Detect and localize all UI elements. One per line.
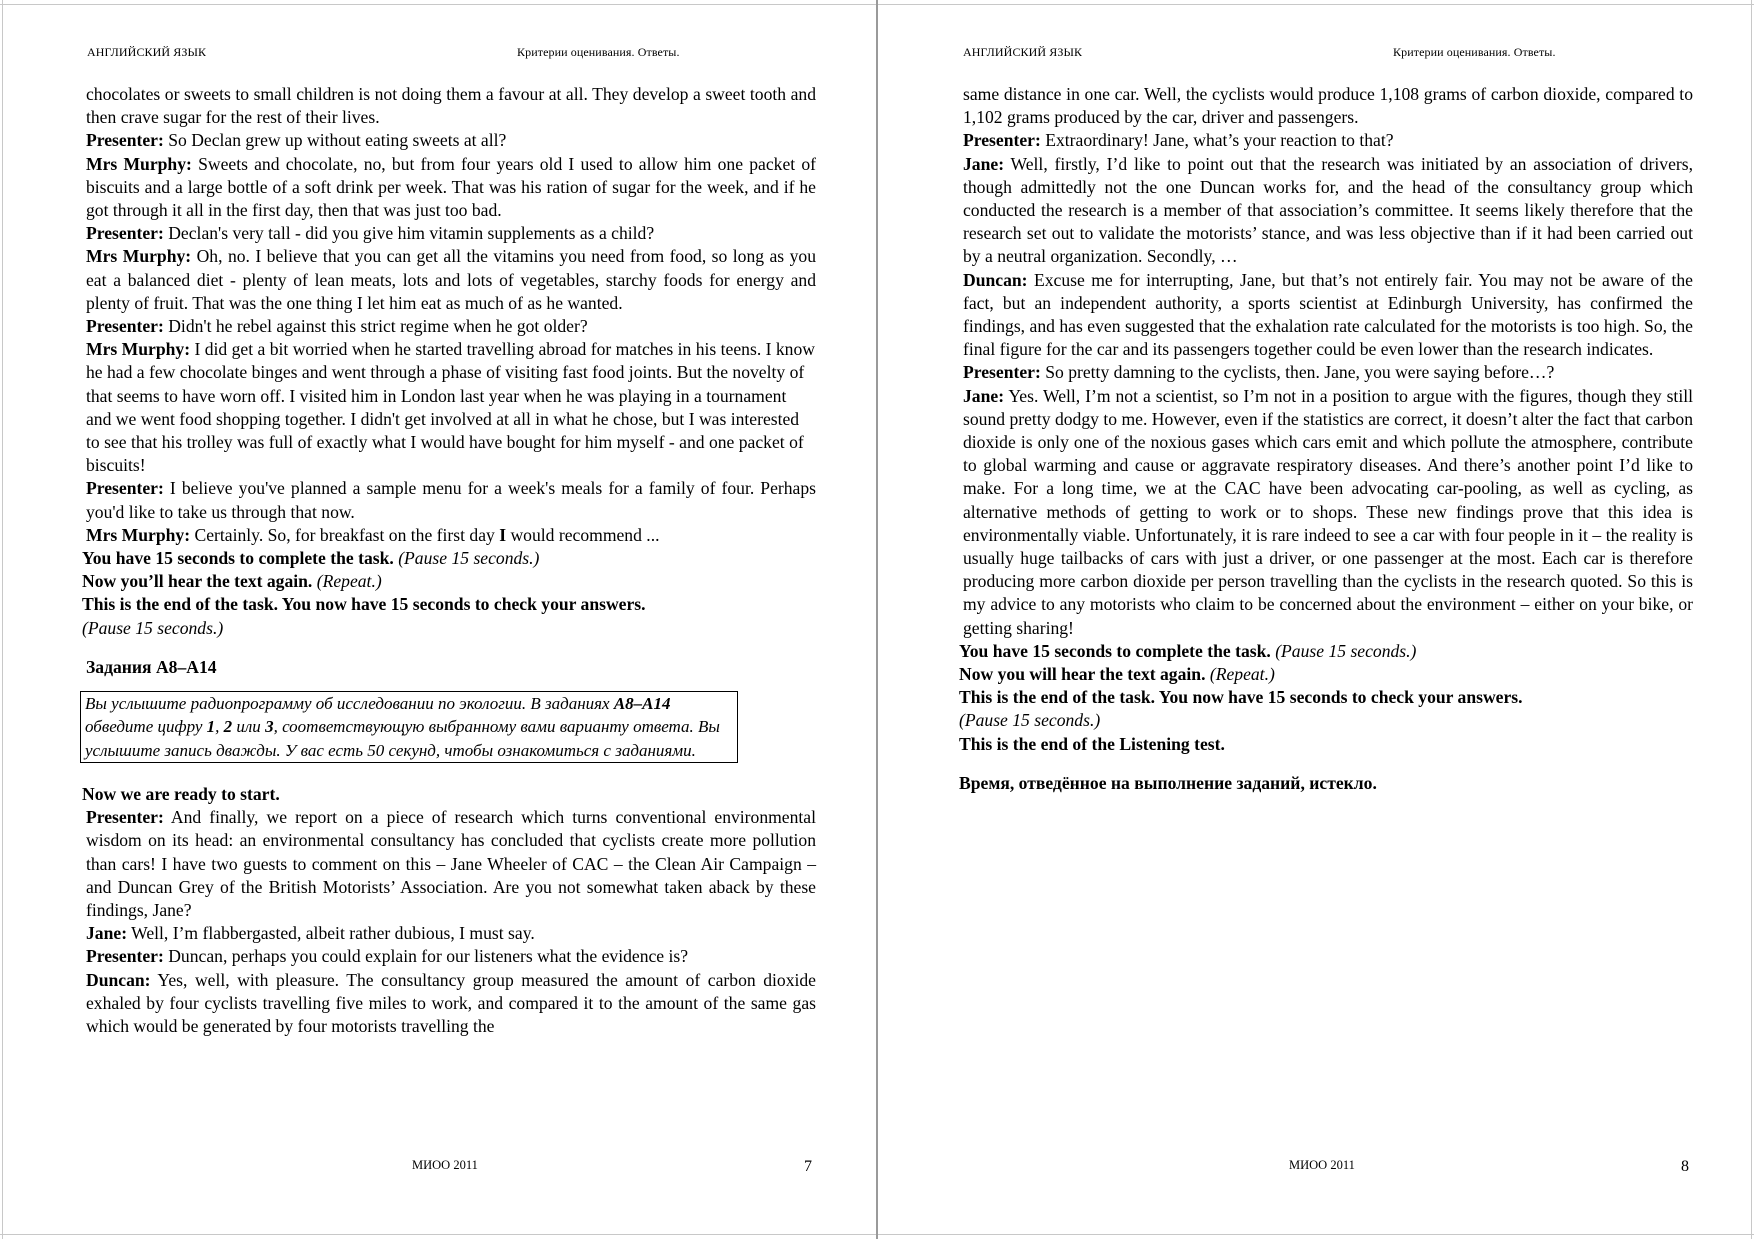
speaker-label: Mrs Murphy:	[86, 246, 192, 267]
instruction-line	[82, 570, 816, 593]
speaker-label: Mrs Murphy:	[86, 339, 191, 360]
box-text-bold: 2	[223, 717, 233, 737]
speaker-label: Jane:	[963, 385, 1005, 406]
dialogue-line	[86, 922, 816, 945]
dialogue-text: Extraordinary! Jane, what’s your reaction to that?	[1040, 130, 1394, 151]
dialogue-line	[86, 338, 816, 477]
dialogue-line	[963, 129, 1693, 152]
ready-line: Now we are ready to start.	[82, 783, 280, 804]
header-criteria: Критерии оценивания. Ответы.	[517, 45, 680, 59]
instruction-line	[82, 547, 816, 570]
time-up-notice: Время, отведённое на выполнение заданий, истекло.	[959, 772, 1377, 793]
instruction-text: Now you will hear the text again.	[959, 664, 1206, 685]
pause-note: (Pause 15 seconds.)	[82, 617, 224, 638]
speaker-label: Presenter:	[963, 130, 1041, 151]
right-body	[959, 83, 1693, 795]
instruction-note: (Pause 15 seconds.)	[393, 548, 540, 569]
dialogue-line	[86, 524, 816, 547]
dialogue-line	[963, 361, 1693, 384]
dialogue-text: Duncan, perhaps you could explain for our listeners what the evidence is?	[163, 946, 689, 967]
dialogue-text: Well, I’m flabbergasted, albeit rather dubious, I must say.	[127, 923, 535, 944]
dialogue-line	[86, 153, 816, 223]
dialogue-line	[963, 153, 1693, 269]
instruction-line	[82, 593, 816, 616]
box-text: ,	[215, 717, 224, 737]
header-criteria: Критерии оценивания. Ответы.	[1393, 45, 1556, 59]
paragraph	[86, 83, 816, 129]
dialogue-text: Yes, well, with pleasure. The consultancy group measured the amount of carbon dioxide exhaled by four cyclists travelling five miles to work, and compared it to the amount of the same gas which would be generated by four motorists travelling the	[86, 969, 816, 1036]
box-text: , соответствующую выбранному вами варианту ответа. Вы услышите запись дважды. У вас есть 50 секунд, чтобы ознакомиться с заданиями.	[85, 717, 720, 760]
speaker-label: Duncan:	[86, 969, 151, 990]
instruction-note: (Repeat.)	[312, 571, 382, 592]
instruction-note: (Pause 15 seconds.)	[1270, 640, 1417, 661]
speaker-label: Presenter:	[86, 946, 164, 967]
box-text-bold: 3	[265, 717, 274, 737]
dialogue-line	[963, 269, 1693, 362]
speaker-label: Duncan:	[963, 269, 1028, 290]
dialogue-text: would recommend ...	[506, 524, 660, 545]
instruction-text: You have 15 seconds to complete the task.	[959, 640, 1271, 661]
speaker-label: Presenter:	[86, 130, 164, 151]
dialogue-line	[86, 806, 816, 922]
dialogue-text: Sweets and chocolate, no, but from four years old I used to allow him one packet of biscuits and a large bottle of a soft drink per week. That was his ration of sugar for the week, and if he got through it all in the first day, then that was just too bad.	[86, 153, 816, 221]
speaker-label: Mrs Murphy:	[86, 524, 191, 545]
dialogue-text: Declan's very tall - did you give him vitamin supplements as a child?	[163, 223, 655, 244]
page-number: 8	[1681, 1158, 1689, 1175]
speaker-label: Jane:	[86, 923, 128, 944]
dialogue-line	[86, 315, 816, 338]
speaker-label: Jane:	[963, 153, 1005, 174]
dialogue-text: Yes. Well, I’m not a scientist, so I’m not in a position to argue with the figures, though they still sound pretty dodgy to me. However, even if the statistics are correct, it doesn’t alter the fact that carbon dioxide is only one of the noxious gases which cars emit and which pollute the atmosphere, contribute to global warming and cause or aggravate respiratory diseases. And there’s another point I’d like to make. For a long time, we at the CAC have been advocating car-pooling, as well as cycling, as alternative methods of getting to work or to shops. These new findings prove that this idea is environmentally viable. Unfortunately, it is rare indeed to see a car with four people in it – the reality is usually huge tailbacks of cars with just a driver, or one passenger at the most. Each car is therefore producing more carbon dioxide per person travelling than the cyclists in the research quoted. So this is my advice to any motorists who claim to be concerned about the environment – either on your bike, or getting sharing!	[963, 385, 1693, 638]
instruction-text: Now you’ll hear the text again.	[82, 571, 313, 592]
box-text: обведите цифру	[85, 717, 207, 737]
dialogue-text: I did get a bit worried when he started travelling abroad for matches in his teens. I know he had a few chocolate binges and went through a phase of visiting fast food joints. But the novelty of that seems to have worn off. I visited him in London last year when he was playing in a tournament and we went food shopping together. I didn't get involved at all in what he chose, but I was interested to see that his trolley was full of exactly what I would have bought for him myself - and one packet of biscuits!	[86, 339, 815, 476]
page-number: 7	[804, 1158, 812, 1175]
dialogue-line	[86, 129, 816, 152]
dialogue-text: So Declan grew up without eating sweets at all?	[163, 130, 507, 151]
speaker-label: Presenter:	[86, 223, 164, 244]
task-title: Задания А8–А14	[86, 656, 217, 677]
footer-org: МИОО 2011	[1289, 1158, 1355, 1172]
speaker-label: Presenter:	[86, 807, 164, 828]
speaker-label: Presenter:	[86, 478, 164, 499]
dialogue-line	[86, 969, 816, 1039]
header-subject: АНГЛИЙСКИЙ ЯЗЫК	[87, 45, 207, 59]
speaker-label: Presenter:	[86, 316, 164, 337]
dialogue-text: Excuse me for interrupting, Jane, but that’s not entirely fair. You may not be aware of the fact, but an independent authority, a sports scientist at Edinburgh University, has confirmed the findings, and has even suggested that the exhalation rate calculated for the motorists is too high. So, the final figure for the car and its passengers together could be even lower than the research indicates.	[963, 269, 1693, 360]
dialogue-line	[86, 477, 816, 523]
box-text: или	[232, 717, 266, 737]
dialogue-line	[86, 222, 816, 245]
task-instruction-box	[80, 691, 738, 763]
dialogue-line	[86, 945, 816, 968]
instruction-line	[959, 686, 1693, 709]
header-subject: АНГЛИЙСКИЙ ЯЗЫК	[963, 45, 1083, 59]
paragraph	[963, 83, 1693, 129]
dialogue-text: Didn't he rebel against this strict regime when he got older?	[163, 316, 588, 337]
pause-note: (Pause 15 seconds.)	[959, 710, 1101, 731]
dialogue-text: I believe you've planned a sample menu for a week's meals for a family of four. Perhaps you'd like to take us through that now.	[86, 478, 816, 522]
paragraph-text: chocolates or sweets to small children is not doing them a favour at all. They develop a sweet tooth and then crave sugar for the rest of their lives.	[86, 84, 816, 128]
dialogue-text: Oh, no. I believe that you can get all the vitamins you need from food, so long as you eat a balanced diet - plenty of lean meats, lots and lots of vegetables, starchy foods for energy and plenty of fruit. That was the one thing I let him eat as much of as he wanted.	[86, 246, 816, 313]
dialogue-line	[86, 245, 816, 315]
instruction-note: (Repeat.)	[1205, 664, 1275, 685]
speaker-label: Presenter:	[963, 362, 1041, 383]
instruction-text: This is the end of the task. You now have 15 seconds to check your answers.	[82, 594, 646, 615]
box-text-bold: 1	[206, 717, 216, 737]
instruction-line	[959, 733, 1693, 756]
page-right	[877, 0, 1754, 1239]
dialogue-text: So pretty damning to the cyclists, then. Jane, you were saying before…?	[1040, 362, 1555, 383]
box-text: Вы услышите радиопрограмму об исследовании по экологии. В заданиях	[85, 694, 614, 714]
instruction-text: This is the end of the Listening test.	[959, 733, 1225, 754]
box-text-bold: А8–А14	[613, 694, 671, 714]
dialogue-text: And finally, we report on a piece of research which turns conventional environmental wisdom on its head: an environmental consultancy has concluded that cyclists create more pollution than cars! I have two guests to comment on this – Jane Wheeler of CAC – the Clean Air Campaign – and Duncan Grey of the British Motorists’ Association. Are you not somewhat taken aback by these findings, Jane?	[86, 807, 816, 920]
dialogue-text: Certainly. So, for breakfast on the first day	[190, 524, 500, 545]
dialogue-text-bold: I	[499, 524, 507, 545]
instruction-text: This is the end of the task. You now have 15 seconds to check your answers.	[959, 687, 1523, 708]
footer-org: МИОО 2011	[412, 1158, 478, 1172]
dialogue-line	[963, 385, 1693, 640]
left-body	[82, 83, 816, 1038]
instruction-line	[959, 663, 1693, 686]
dialogue-text: Well, firstly, I’d like to point out that the research was initiated by an association of drivers, though admittedly not the one Duncan works for, and the head of the consultancy group which conducted the research is a member of that association’s committee. It seems likely therefore that the research set out to validate the motorists’ stance, and was less objective than if it had been carried out by a neutral organization. Secondly, …	[963, 153, 1693, 267]
speaker-label: Mrs Murphy:	[86, 153, 192, 174]
instruction-text: You have 15 seconds to complete the task.	[82, 548, 394, 569]
instruction-line	[959, 640, 1693, 663]
paragraph-text: same distance in one car. Well, the cyclists would produce 1,108 grams of carbon dioxide, compared to 1,102 grams produced by the car, driver and passengers.	[963, 84, 1693, 128]
